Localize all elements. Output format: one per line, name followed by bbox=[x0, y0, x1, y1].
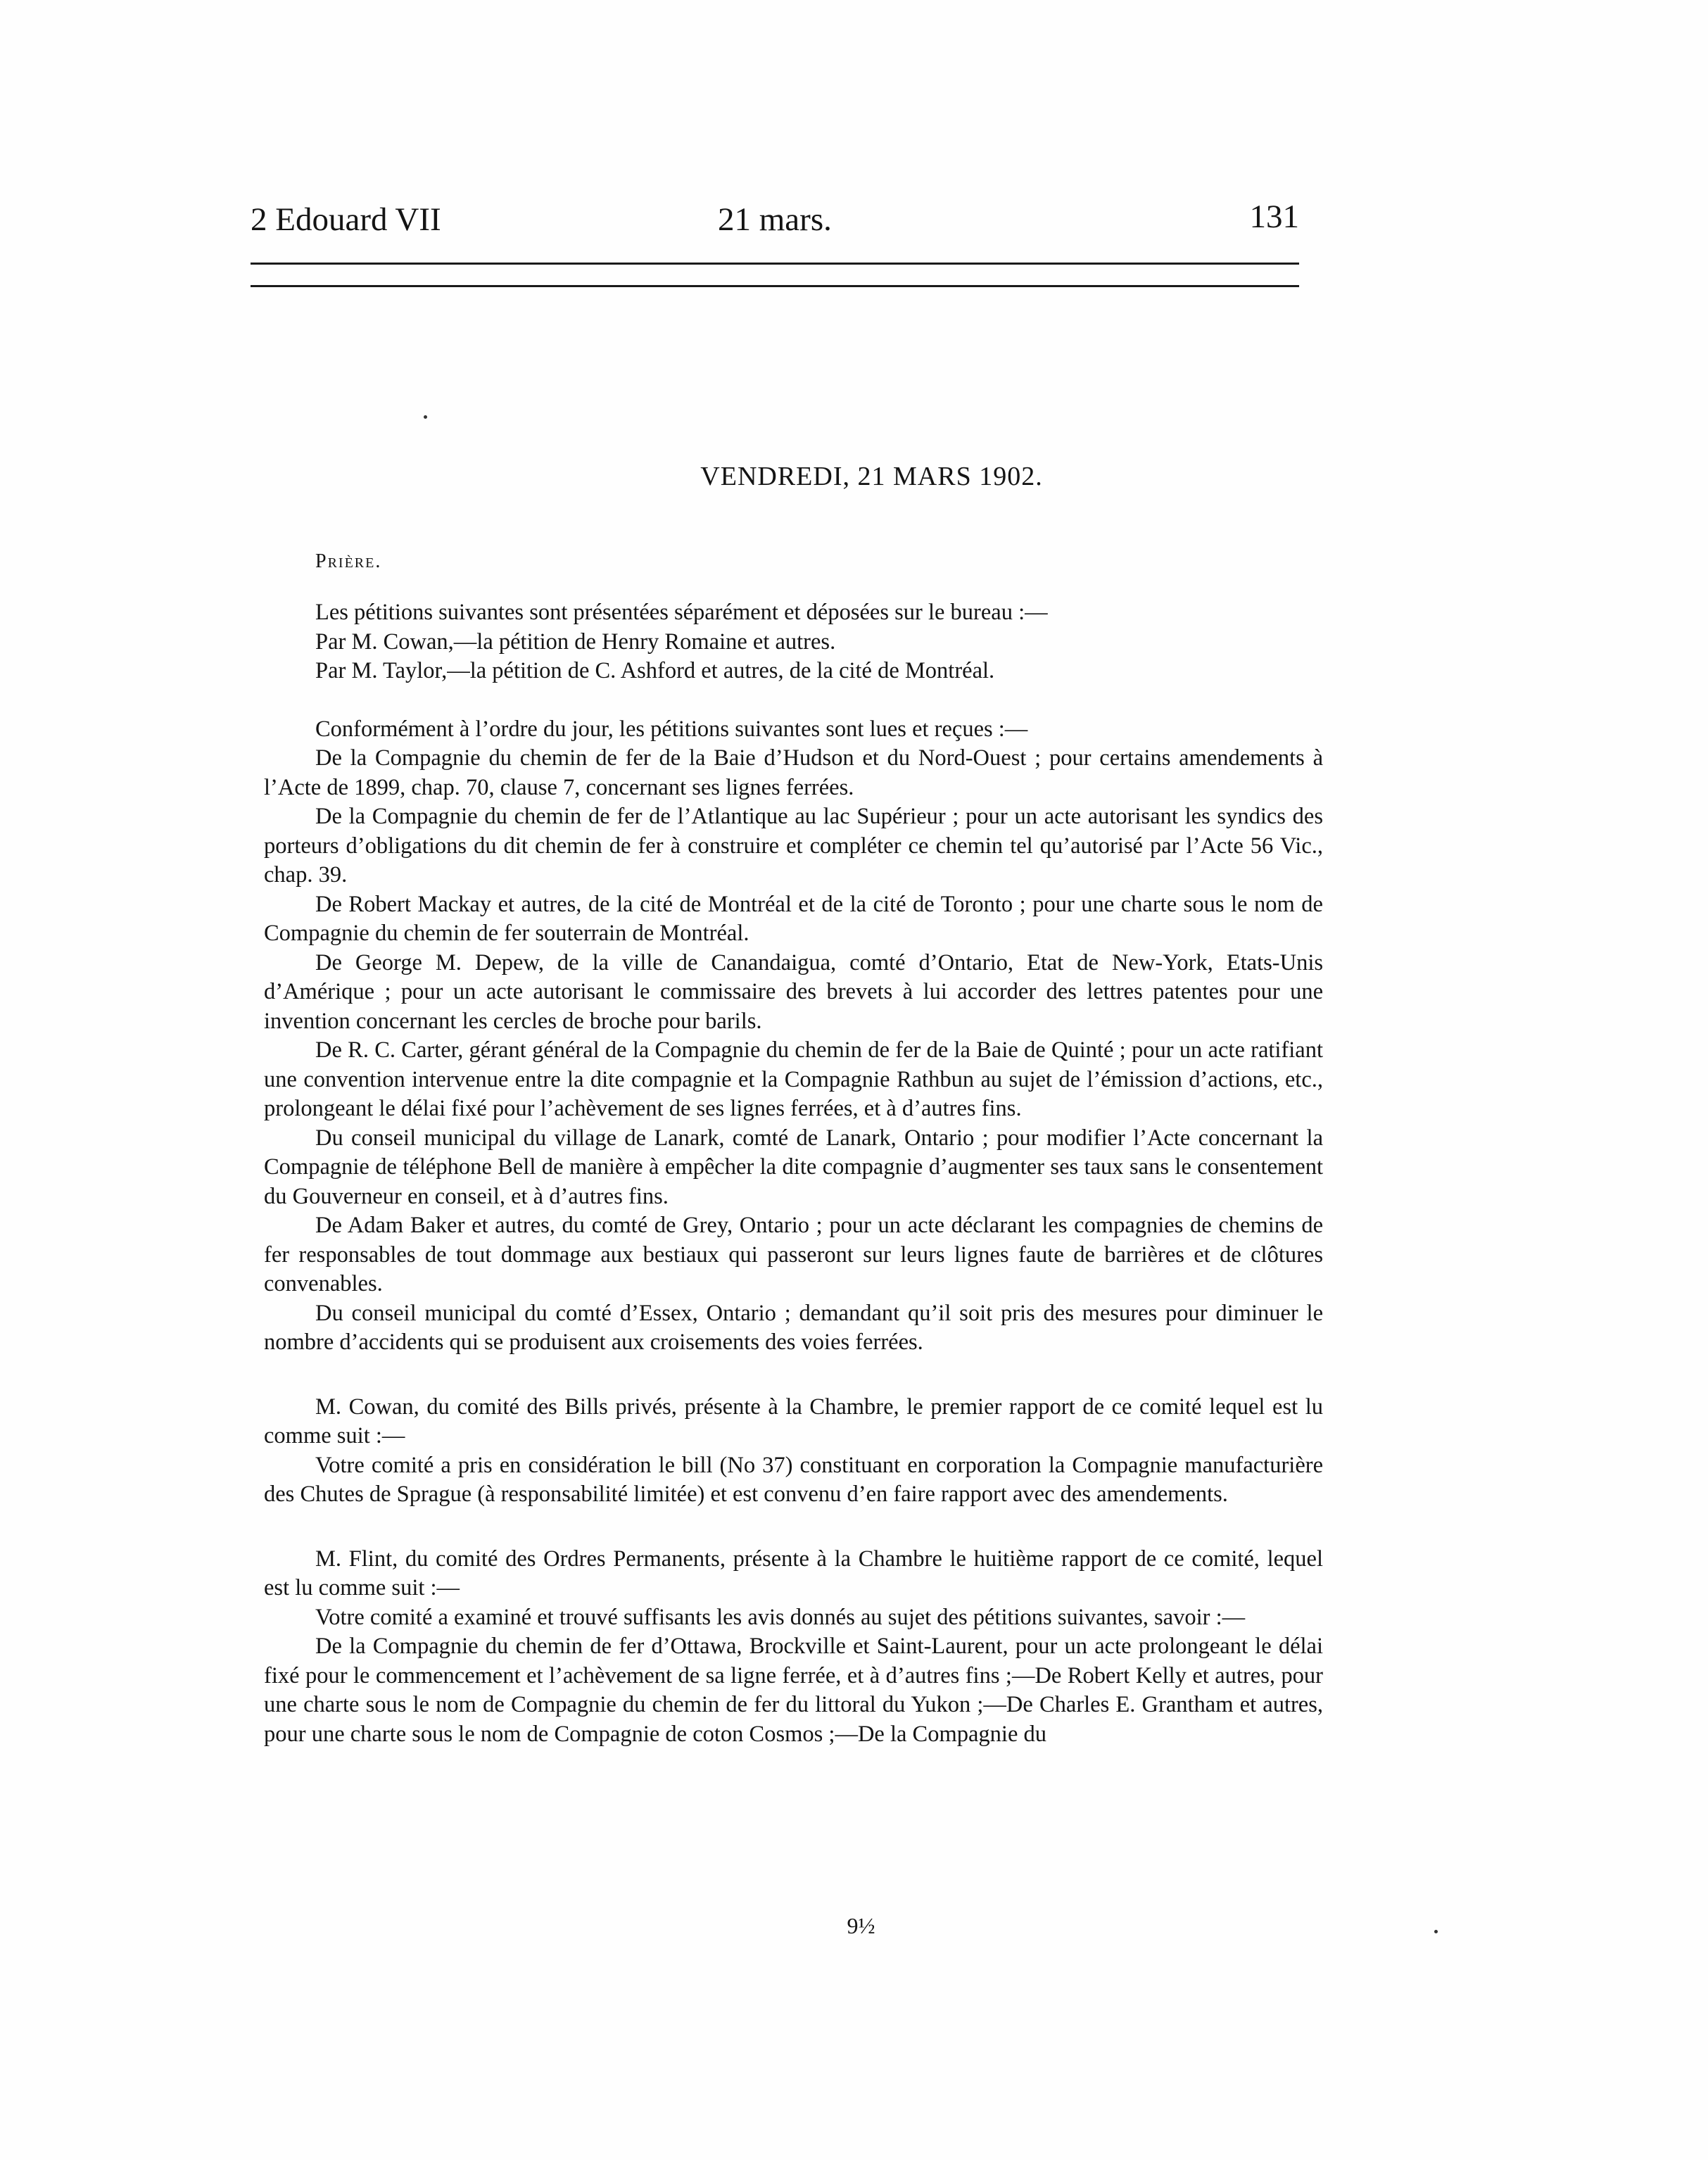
scan-speck bbox=[1434, 1930, 1438, 1933]
scan-speck bbox=[424, 415, 427, 419]
paragraph: Conformément à l’ordre du jour, les pétitions suivantes sont lues et reçues :— bbox=[315, 716, 1028, 742]
paragraph: M. Cowan, du comité des Bills privés, présente à la Chambre, le premier rapport de ce comité lequel est lu comme suit :— bbox=[264, 1394, 1323, 1448]
paragraph: Du conseil municipal du comté d’Essex, Ontario ; demandant qu’il soit pris des mesures pour diminuer le nombre d’accidents qui se produisent aux croisements des voies ferrées. bbox=[264, 1300, 1323, 1355]
paragraph: De la Compagnie du chemin de fer de la Baie d’Hudson et du Nord-Ouest ; pour certains amendements à l’Acte de 1899, chap. 70, clause 7, concernant ses lignes ferrées. bbox=[264, 745, 1323, 800]
header-date: 21 mars. bbox=[718, 201, 832, 238]
header-reign: 2 Edouard VII bbox=[251, 201, 441, 238]
priere-label: Prière. bbox=[315, 550, 382, 572]
journal-body bbox=[264, 598, 1323, 1749]
paragraph: Par M. Taylor,—la pétition de C. Ashford et autres, de la cité de Montréal. bbox=[315, 658, 995, 683]
paragraph: De George M. Depew, de la ville de Canandaigua, comté d’Ontario, Etat de New-York, Etats-Unis d’Amérique ; pour un acte autorisant le commissaire des brevets à lui accorder des lettres patentes pour une invention concernant les cercles de broche pour barils. bbox=[264, 949, 1323, 1034]
paragraph: De R. C. Carter, gérant général de la Compagnie du chemin de fer de la Baie de Quinté ; pour un acte ratifiant une convention intervenue entre la dite compagnie et la Compagnie Rathbun au sujet de l’émission d’actions, etc., prolongeant le délai fixé pour l’achèvement de ses lignes ferrées, et à d’autres fins. bbox=[264, 1037, 1323, 1121]
paragraph: Votre comité a pris en considération le bill (No 37) constituant en corporation la Compagnie manufacturière des Chutes de Sprague (à responsabilité limitée) et est convenu d’en faire rapport avec des amendements. bbox=[264, 1452, 1323, 1507]
paragraph: Votre comité a examiné et trouvé suffisants les avis donnés au sujet des pétitions suivantes, savoir :— bbox=[315, 1604, 1246, 1630]
paragraph: De Adam Baker et autres, du comté de Grey, Ontario ; pour un acte déclarant les compagnies de chemins de fer responsables de tout dommage aux bestiaux qui passeront sur leurs lignes faute de barrières et de clôtures convenables. bbox=[264, 1213, 1323, 1296]
paragraph: De la Compagnie du chemin de fer d’Ottawa, Brockville et Saint-Laurent, pour un acte prolongeant le délai fixé pour le commencement et l’achèvement de sa ligne ferrée, et à d’autres fins ;—De Robert Kelly et autres, pour une charte sous le nom de Compagnie du chemin de fer du littoral du Yukon ;—De Charles E. Grantham et autres, pour une charte sous le nom de Compagnie de coton Cosmos ;—De la Compagnie du bbox=[264, 1634, 1323, 1747]
signature-mark: 9½ bbox=[847, 1913, 875, 1938]
paragraph: Par M. Cowan,—la pétition de Henry Romaine et autres. bbox=[315, 629, 836, 655]
header-rule-top bbox=[251, 263, 1299, 265]
day-heading: VENDREDI, 21 MARS 1902. bbox=[700, 462, 1043, 491]
paragraph: De Robert Mackay et autres, de la cité de Montréal et de la cité de Toronto ; pour une charte sous le nom de Compagnie du chemin de fer souterrain de Montréal. bbox=[264, 891, 1323, 946]
paragraph: Du conseil municipal du village de Lanark, comté de Lanark, Ontario ; pour modifier l’Acte concernant la Compagnie de téléphone Bell de manière à empêcher la dite compagnie d’augmenter ses taux sans le consentement du Gouverneur en conseil, et à d’autres fins. bbox=[264, 1125, 1323, 1209]
paragraph: De la Compagnie du chemin de fer de l’Atlantique au lac Supérieur ; pour un acte autorisant les syndics des porteurs d’obligations du dit chemin de fer à construire et compléter ce chemin tel qu’autorisé par l’Acte 56 Vic., chap. 39. bbox=[264, 804, 1323, 888]
header-rule-bottom bbox=[251, 285, 1299, 287]
running-head bbox=[251, 198, 1299, 241]
page-number: 131 bbox=[1249, 198, 1299, 235]
paragraph: M. Flint, du comité des Ordres Permanents, présente à la Chambre le huitième rapport de ce comité, lequel est lu comme suit :— bbox=[264, 1546, 1323, 1600]
paragraph: Les pétitions suivantes sont présentées séparément et déposées sur le bureau :— bbox=[315, 600, 1048, 625]
